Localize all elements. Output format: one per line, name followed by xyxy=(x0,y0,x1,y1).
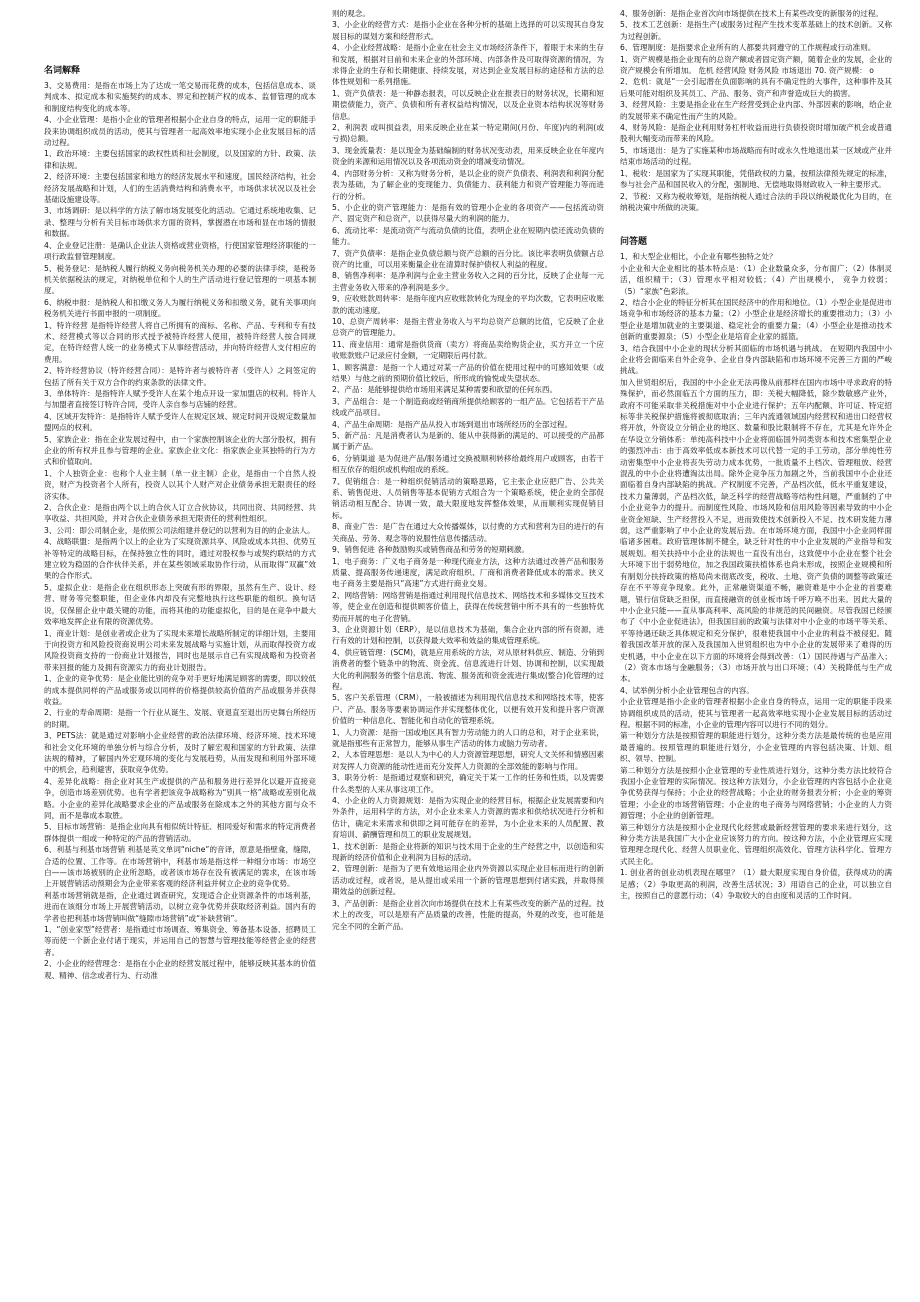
paragraph: 5、新产品：凡是消费者认为是新的、能从中获得新的满足的、可以接受的产品都属于新产品。 xyxy=(332,431,604,452)
paragraph: 9、销售促进 各种鼓励购买或销售商品和劳务的短期刺激。 xyxy=(332,545,530,555)
paragraph: 4、内部财务分析：又称为财务分析，是以企业的资产负债表、利润表和利润分配表为基础，为了解企业的变现能力、负债能力、获利能力和资产管理能力等而进行的分析。 xyxy=(332,168,604,201)
section-heading-questions: 问答题 xyxy=(620,237,648,248)
paragraph: 7、促销组合：是一种组织促销活动的策略思路，它主张企业应把广告、公共关系、销售促进、人员销售等基本促销方式组合为一个策略系统，使企业的全部促销活动相互配合、协调一致，最大限度地发挥整体效果，从而顺利实现促销目标。 xyxy=(332,476,604,520)
paragraph: 6、利基与利基市场营销 利基是英文单词“niche”的音译，原意是指壁龛，缝隙，合适的位置、工作等。在市场营销中，利基市场是指这样一种细分市场：市场空白——该市场被别的企业所忽略，或者该市场存在没有被满足的需求，在该市场上开展营销活动预期会为企业带来客观的经济利益并树立企业的竞争优势。 xyxy=(44,845,316,889)
paragraph: 3、PETS法：就是通过对影响小企业经营的政治法律环境、经济环境、技术环境和社会文化环境的单独分析与综合分析，及时了解宏观和国家的方针政策、法律法规的精神，了解国内外宏观环境的变化与发展趋势，从而发现和利用外部环境中的机会，趋利避害，获取竞争优势。 xyxy=(44,731,316,775)
paragraph: 1. 创业者的创业动机表现在哪里？（1）最大限度实现自身价值，获得成功的满足感；（2）争取更高的利润，改善生活状况；3）用语自己的企业，可以独立自主，按照自己的意愿行动；（4）争取较大的自由度和灵活的工作时间。 xyxy=(620,868,892,901)
paragraph: 3、经营风险：主要是指企业在生产经营受到企业内部、外部因素的影响，给企业的发展带来不确定性而产生的风险。 xyxy=(620,100,892,121)
paragraph: 5、技术工艺创新：是指生产(或服务)过程产生技术变革基础上的技术创新。又称为过程创新。 xyxy=(620,20,892,41)
paragraph: 3、产品组合：是一个制造商或经销商所提供给顾客的一组产品。它包括若干产品线或产品项目。 xyxy=(332,396,604,418)
paragraph: 则的观念。 xyxy=(332,9,370,18)
paragraph: 11、商业信用：通常是指供货商（卖方）将商品卖给购货企业，买方开立一个应收账款账户记录应付金额，一定期限后再付款。 xyxy=(332,339,604,361)
paragraph: 4、企业登记注册：是确认企业法人资格或营业资格，行使国家管理经济职能的一项行政监督管理制度。 xyxy=(44,240,316,262)
paragraph: 2、节税：又称为税收筹划，是指纳税人通过合法的手段以纳税最优化为目的，在纳税决策中所做的决策。 xyxy=(620,191,892,212)
paragraph: 5、目标市场营销：是指企业向具有相似统计特征、相同爱好和需求的特定消费者群体提供一组或一种特定的产品的营销活动。 xyxy=(44,822,316,843)
paragraph: 2、小企业的经营理念：是指在小企业的经营发展过程中，能够反映其基本的价值观、精神、信念或者行为、行动准 xyxy=(44,959,316,980)
paragraph: 4、小企业的人力资源规划：是指为实现企业的经营目标，根据企业发展需要和内外条件，运用科学的方法，对小企业未来人力资源的需求和供给状况进行分析和估计，确定未来需求和供即之间可能存在的差异，为小企业未来的人员配置、教育培训、薪酬管理和员工的职业发展规划。 xyxy=(332,796,604,840)
paragraph: 1、企业的竞争优势：是企业能比别的竞争对手更好地满足顾客的需要，即以较低的成本提供同样的产品或服务或以同样的价格提供较高价值的产品或服务并获得收益。 xyxy=(44,674,316,706)
column-middle xyxy=(332,8,604,1298)
paragraph: 6、流动比率：是流动资产与流动负债的比值，表明企业在短期内偿还流动负债的能力。 xyxy=(332,225,604,247)
paragraph: 4、小企业经营战略：是指小企业在社会主义市场经济条件下，着眼于未来的生存和发展，根据对目前和未来企业的外部环境、内部条件及可取得资源的情况，为求得企业的生存和长期健康、持续发展，对达到企业发展目标的途径和方法的总体性规划和一系列措施。 xyxy=(332,43,604,87)
paragraph: 1、特许经营 是指特许经营人将自己所拥有的商标、名称、产品、专利和专有技术、经营模式等以合同的形式授予被特许经营人使用，被特许经营人按合同规定，在特许经营人统一的业务模式下从事经营活动，并向特许经营人支付相应的费用。 xyxy=(44,320,316,364)
paragraph: 3、现金流量表：是以现金为基础编制的财务状况变动表，用来反映企业在年度内资金的来源和运用情况以及各项流动资金的增减变动情况。 xyxy=(332,145,604,167)
paragraph: 10、总资产周转率：是指主营业务收入与平均总资产总额的比值，它反映了企业总资产的管理能力。 xyxy=(332,316,604,338)
paragraph: 第三种划分方法是按照小企业现代化经营或最新经营管理的要求来进行划分，这种分类方法是我国广大小企业应该努力的方向。按这种方法，小企业管理应实现管理理念现代化、经营人员职业化、管理组织高效化、管理方法科学化、管理方式民主化。 xyxy=(620,822,892,866)
paragraph: 2、经济环境：主要包括国家和地方的经济发展水平和速度，国民经济结构，社会经济发展战略和计划，人们的生活消费结构和消费水平，市场供求状况以及社会基础设施建设等。 xyxy=(44,172,316,205)
paragraph: 2、特许经营协议（特许经营合同）：是特许者与被特许者（受许人）之间签定的包括了所有关于双方合作的约束条款的法律文件。 xyxy=(44,366,316,387)
paragraph: 3、结合我国中小企业的现状分析其面临的市场机遇与挑战。 在短期内我国中小企业将会面临来自外企竞争、企业自身内部缺陷和市场环境不完善三方面的严峻挑战。 xyxy=(620,343,892,376)
paragraph: 4、小企业管理：是指小企业的管理者根据小企业自身的特点，运用一定的职能手段来协调组织成员的活动，使其与管理者一起高效率地实现小企业发展目标的活动过程。 xyxy=(44,115,316,148)
paragraph: 4、产品生命周期：是指产品从投入市场到退出市场所经历的全部过程。 xyxy=(332,419,573,429)
paragraph: 2、结合小企业的特征分析其在国民经济中的作用和地位。（1）小型企业是促进市场竞争和市场经济的基本力量；（2）小型企业是经济增长的重要推动力；（3）小型企业是增加就业的主要渠道、稳定社会的重要力量；（4）小型企业是推动技术创新的重要源泉；（5）小型企业是培育企业家的摇篮。 xyxy=(620,297,892,342)
paragraph: 1、和大型企业相比，小企业有哪些独特之处？ xyxy=(620,252,777,262)
paragraph: 1、顾客满意：是指一个人通过对某一产品的价值在使用过程中的可感知效果（或结果）与他之前的预期价值比较后，所形成的愉悦或失望状态。 xyxy=(332,362,604,383)
paragraph: 1、个人独资企业：也称个人业主制（单一业主制）企业，是指由一个自然人投资，财产为投资者个人所有，投资人以其个人财产对企业债务承担无限责任的经济实体。 xyxy=(44,468,316,501)
paragraph: 2、行业的寿命周期：是指一个行业从诞生、发展、衰退直至退出历史舞台所经历的时期。 xyxy=(44,708,316,729)
paragraph: 5、客户关系管理（CRM），一般被描述为利用现代信息技术和网络技术等，使客户、产品、服务等要素协调运作并实现整体优化，以便有效开发和提升客户资源价值的一种信息化、智能化和自动化的管理系统。 xyxy=(332,693,604,726)
paragraph: 2、危机：就是“一会引起潜在负面影响的具有不确定性的大事件，这种事件及其后果可能对组织及其员工、产品、服务、资产和声誉造成巨大的损害。 xyxy=(620,77,892,98)
paragraph: 2、合伙企业：是指由两个以上的合伙人订立合伙协议，共同出资、共同经营、共享收益、共担风险，并对合伙企业债务承担无限责任的营利性组织。 xyxy=(44,503,316,524)
paragraph: 3、职务分析：是指通过观察和研究，确定关于某一工作的任务和性质，以及需要什么类型的人来从事这项工作。 xyxy=(332,773,604,794)
paragraph: 1、资产负债表：是一种静态报表，可以反映企业在报表日的财务状况，长期和短期偿债能力，资产、负债和所有者权益结构情况，以及企业资本结构状况等财务信息。 xyxy=(332,88,604,121)
top-spacer xyxy=(44,8,316,58)
paragraph: 4、供应链管理：(SCM)，就是应用系统的方法，对从原材料供应、制造、分销到消费者的整个链条中的物流、资金流、信息流进行计划、协调和控制，以实现最大化的利润服务的整个信息流、物流、服务流和资金流进行集成(整合)化管理的过程。 xyxy=(332,647,604,691)
paragraph: 3、公司：即公司制企业，是依照公司法组建并登记的以营利为目的的企业法人。 xyxy=(44,525,315,535)
paragraph: 2、管理创新：是指为了更有效地运用企业内外资源以实现企业目标而进行的创新活动或过程，或者说，是从提出或采用一个新的管理思想到付诸实践，并取得预期效益的创新过程。 xyxy=(332,864,604,897)
paragraph: 6、管理制度：是指要求企业所有的人都要共同遵守的工作规程或行动准则。 xyxy=(620,43,876,53)
paragraph: 小企业和大企业相比的基本特点是：（1）企业数量众多，分布面广；（2）体制灵活，组织精干；（3）管理水平相对较低；（4）产出规模小， 竞争力较弱；（5）“家族”色彩浓。 xyxy=(620,263,892,296)
paragraph: 5、小企业的资产管理能力：是指有效的管理小企业的各项资产——包括流动资产、固定资产和总资产，以获得尽量大的利润的能力。 xyxy=(332,202,604,224)
paragraph: 3、产品创新：是指企业首次向市场提供在技术上有某些改变的新产品的过程。技术上的改变，可以是原有产品质量的改善，性能的提高，外观的改变，也可能是完全不同的全新产品。 xyxy=(332,898,604,931)
paragraph: 3、小企业的经营方式：是指小企业在各种分析的基础上选择的可以实现其自身发展目标的谋划方案和经营形式。 xyxy=(332,20,604,41)
paragraph: 3、企业资源计划（ERP），是以信息技术为基础，集合企业内部的所有资源，进行有效的计划和控制，以获得最大效率和效益的集成管理系统。 xyxy=(332,624,604,646)
paragraph: 4、财务风险：是指企业利用财务杠杆收益而进行负债投资时增加破产机会或普通股利大幅变动而带来的风险。 xyxy=(620,123,892,144)
paragraph: 1、商业计划：是创业者或企业为了实现未来增长战略所制定的详细计划，主要用于向投资方和风险投资商说明公司未来发展战略与实施计划，从而取得投资方或风险投资商支持的一份商业计划报告，同时也是展示自己有实现战略和为投资者带来回报的能力及拥有资源实力的商业计划报告。 xyxy=(44,628,316,672)
paragraph: 1、电子商务：广义电子商务是一种现代商业方法，这种方法通过改善产品和服务质量、提高服务传递速度，满足政府组织、厂商和消费者降低成本的需求。狭义电子商务主要是指只“高速”方式进行商业交易。 xyxy=(332,556,604,589)
paragraph: 1、政治环境：主要包括国家的政权性质和社会制度，以及国家的方针、政策、法律和法规。 xyxy=(44,149,316,170)
paragraph: 4、战略联盟：是指两个以上的企业为了实现资源共享、风险或成本共担、优势互补等特定的战略目标，在保持独立性的同时，通过对股权参与或契约联结的方式建立较为稳固的合作伙伴关系，并在某些领域采取协作行动，从而取得“双赢”效果的合作形式。 xyxy=(44,537,316,581)
paragraph: 3、单体特许：是指特许人赋予受许人在某个地点开设一家加盟店的权利。特许人与加盟者直接签订特许合同，受许人亲自参与店铺的经营。 xyxy=(44,388,316,410)
paragraph: 4、区域开发特许：是指特许人赋予受许人在规定区域、规定时间开设规定数量加盟网点的权利。 xyxy=(44,411,316,433)
paragraph: 1、税收：是国家为了实现其职能，凭借政权的力量，按照法律预先规定的标准，参与社会产品和国民收入的分配，强制地、无偿地取得财政收入一种主要形式。 xyxy=(620,168,892,190)
paragraph: 6、分销渠道 是为促进产品/服务通过交换被顺利转移给最终用户或顾客，由若干相互依存的组织或机构组成的系统。 xyxy=(332,453,604,475)
paragraph: 1、“创业家型”经营者：是指通过市场调查、筹集资金、筹备基本设备、招聘员工等而使一个新企业付诸于现实，并运用自己的智慧与管理技能等经营企业的经营者。 xyxy=(44,925,316,957)
paragraph: 2、利润表 或叫损益表，用来反映企业在某一特定期间(月份、年度)内的利润(或亏损)总额。 xyxy=(332,123,604,144)
paragraph: 3、市场调研：是以科学的方法了解市场发展变化的活动。它通过系统地收集、记录、整理与分析有关目标市场供求方面的资料，掌握潜在市场和显在市场的情报和数据。 xyxy=(44,206,316,239)
paragraph: 第二种划分方法是按照小企业管理的专业性质进行划分，这种分类方法比较符合我国小企业管理的实际情况。按这种方法划分，小企业管理的内容包括小企业竞争优势获得与保持；小企业的经营战略；小企业的财务报表分析；小企业的筹资管理；小企业的市场营销管理；小企业的电子商务与网络营销；小企业的人力资源管理；小企业的创新管理。 xyxy=(620,765,892,821)
paragraph: 5、虚拟企业：是指企业在组织形态上突破有形的界限，虽然有生产、设计、经营、财务等完整职能，但企业体内却没有完整地执行这些职能的组织。换句话说，仅保留企业中最关键的功能，而将其他的功能虚拟化，目的是在竞争中最大效率地发挥企业有限的资源优势。 xyxy=(44,582,316,627)
paragraph: 4、试举例分析小企业管理包含的内容。 xyxy=(620,685,754,695)
paragraph: 5、税务登记：是纳税人履行纳税义务向税务机关办理的必要的法律手续，是税务机关依据税法的规定，对纳税单位和个人的生产活动进行登记管理的一项基本制度。 xyxy=(44,263,316,296)
paragraph: 2、人本管理思想：是以人为中心的人力资源管理思想，研究人文关怀和情感因素对发挥人力资源的能动性进而充分发挥人力资源的全部效能的影响与作用。 xyxy=(332,750,604,771)
paragraph: 6、纳税申报：是纳税人和扣缴义务人为履行纳税义务和扣缴义务，就有关事项向税务机关进行书面申报的一项制度。 xyxy=(44,297,316,319)
paragraph: 5、家族企业：指在企业发展过程中，由一个家族控制该企业的大部分股权，拥有企业的所有权并且参与管理的企业。家族企业文化：指家族企业其独特的行为方式和价值取向。 xyxy=(44,434,316,467)
paragraph: 加入世贸组织后，我国的中小企业无法再像从前那样在国内市场中寻求政府的特殊保护，而必然面临五个方面的压力，即：关税大幅降低，除少数敏感产业外，政府不可能采取非关税措施对中小企业进行保护；五年内配额、许可证、特定招标等非关税保护措施将被彻底取消；三年内流通领域国内经营权和进出口经营权将开放，外资设立分销企业的地区、数量和股比限制将不存在，尤其是允许外企在华设立分销体系：单纯高科技中小企业将面临国外同类资本和技术密集型企业的强烈冲击：由于高效率低成本新技术可以代替一定的手工劳动，部分单纯性劳动密集型中小企业将丧失劳动力成本优势，一批质量不上档次、管理粗放、经营混乱的中小企业将遭淘汰出局。除外企竞争压力加剧之外，当前我国中小企业还面临着自身内部缺陷的挑战。产权制度不完善，产品档次低，低水平重复建设，技术力量薄弱，产品档次低，缺乏科学的经营战略等结构性问题，严重制约了中小企业竞争力的提升。而制度性风险、市场风险和信用风险等因素导致的中小企业资金短缺、生产经营投入不足，进而致使技术创新投入不足、技术研发能力薄弱，这严重影响了中小企业的发展后劲。在市场环境方面，我国中小企业同样面临诸多困难。政府管理体制不健全，缺乏针对性的中小企业发展的产业指导和发展规划。相关扶持中小企业的法规也一直没有出台，这致使中小企业在整个社会大环境下出于弱势地位，加之我国政策扶植体系也尚未形成，按照企业规模和所有制划分扶持政策的格局尚未彻底改变，税收、土地、资产负债的调整等政策还存在不平等竞争现象。此外，正常融资渠道不畅，融资难是中小企业的首要难题，银行信贷缺乏担保，而直接融资的创业板市场千呼万唤不出来。因此大量的中小企业只能——直从事高利率、高风险的非规范的民间融资。尽管我国已经颁布了《中小企业促进法》，但我国目前的政策与法律对中小企业的市场平等关系、平等待遇还缺乏具体规定和充分保护，很难使我国中小企业的利益不被侵犯。随着我国改革开放的深入及我国加入世贸组织也为中小企业的发展带来了难得的历史机遇，中小企业在以下方面的环境将会得到改善：（1）国民待遇与产品准入；（2）资本市场与金融服务；（3）市场开放与出口环境；（4）关税降低与生产成本。 xyxy=(620,377,892,684)
paragraph: 8、商业广告：是广告在通过大众传播媒体，以付费的方式和营利为目的进行的有关商品、劳务、观念等的说服性信息传播活动。 xyxy=(332,522,604,543)
paragraph: 5、市场退出：是为了实施某种市场战略而有时或永久性地退出某一区域或产业并结束市场活动的过程。 xyxy=(620,145,892,167)
column-right xyxy=(620,8,892,1298)
paragraph: 7、资产负债率：是指企业负债总额与资产总额的百分比。该比率表明负债额占总资产的比重，可以用来衡量企业在清算时保护债权人利益的程度。 xyxy=(332,248,604,269)
paragraph: 1、技术创新：是指企业将新的知识与技术用于企业的生产经营之中，以创造和实现新的经济价值和企业利润为目标的活动。 xyxy=(332,841,604,863)
column-left xyxy=(44,8,316,1298)
paragraph: 1、人力资源：是指一国或地区具有智力劳动能力的人口的总和，对于企业来说，就是指那些有正常智力，能够从事生产活动的体力或脑力劳动者。 xyxy=(332,727,604,748)
paragraph: 4、服务创新：是指企业首次向市场提供在技术上有某些改变的新服务的过程。 xyxy=(620,9,884,18)
section-heading-terms: 名词解释 xyxy=(44,66,81,76)
paragraph: 3、交易费用：是指在市场上为了达成一笔交易而花费的成本，包括信息成本、谈判成本、拟定成本和实施契约的成本、界定和控制产权的成本、监督管理的成本和制度结构变化的成本等。 xyxy=(44,81,316,113)
paragraph: 1、资产规模是指企业现有的总资产额或者固定资产额，随着企业的发展，企业的资产规模会有所增加。 危机 经营风险 财务风险 市场退出 70. 资产规模： o xyxy=(620,54,892,76)
paragraph: 2、产品：是能够提供给市场用来满足某种需要和欲望的任何东西。 xyxy=(332,385,558,395)
paragraph: 8、销售净利率：是净利润与企业主营业务收入之间的百分比，反映了企业每一元主营业务收入带来的净利润是多少。 xyxy=(332,271,604,292)
paragraph: 9、应收账款周转率：是指年度内应收账款转化为现金的平均次数，它表明应收账款的流动速度。 xyxy=(332,294,604,315)
paragraph: 4、差异化战略：指企业对其生产或提供的产品和服务进行差异化以避开直接竞争，创造市场差别优势。也有学者把该竞争战略称为“别具一格”战略或差别化战略。小企业的差异化战略要求企业的产品或服务在除成本之外的其他方面与众不同，而不是靠成本取胜。 xyxy=(44,776,316,820)
paragraph: 2、网络营销：网络营销是指通过利用现代信息技术、网络技术和多媒体交互技术等，使企业在创造和提供顾客价值上，获得在传统营销中所不具有的一些独特优势而开展的电子化营销。 xyxy=(332,590,604,623)
paragraph: 第一种划分方法是按照管理的职能进行划分，这种分类方法是最传统的也是应用最普遍的。按照管理的职能进行划分，小企业管理的内容包括决策、计划、组织、领导、控制。 xyxy=(620,731,892,764)
paragraph: 利基市场营销就是指，企业通过调查研究，发现适合企业资源条件的市场利基，进而在该细分市场上开展营销活动，以树立竞争优势并获取经济利益。国内有的学者也把利基市场营销叫做“缝隙市场营销”或“补缺营销”。 xyxy=(44,890,316,923)
paragraph: 小企业管理是指小企业的管理者根据小企业自身的特点，运用一定的职能手段来协调组织成员的活动，使其与管理者一起高效率地实现小企业发展目标的活动过程。根据不同的标准，小企业的管理内容可以进行不同的划分。 xyxy=(620,697,892,729)
